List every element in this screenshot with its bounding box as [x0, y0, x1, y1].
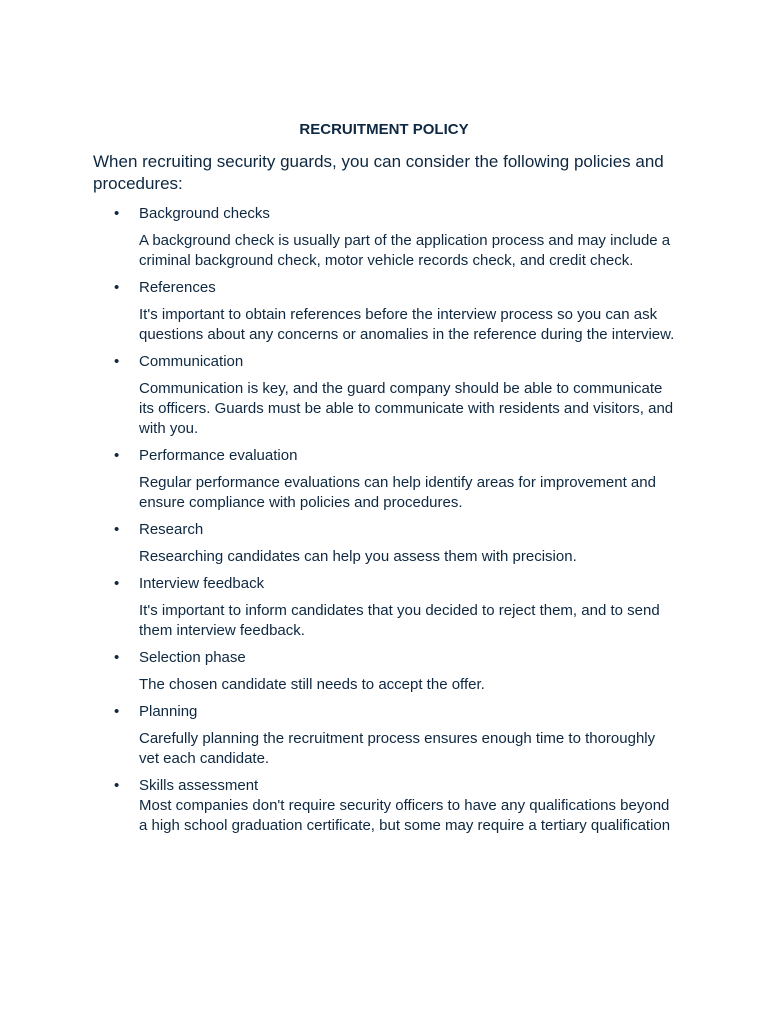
- bullet-icon: •: [114, 205, 120, 222]
- bullet-icon: •: [114, 447, 120, 464]
- list-item: [0, 204, 768, 271]
- list-item-title: Skills assessment: [139, 777, 259, 794]
- bullet-icon: •: [114, 703, 120, 720]
- list-item: [0, 352, 768, 439]
- bullet-icon: •: [114, 777, 120, 794]
- list-item-description: It's important to obtain references before the interview process so you can ask questions about any concerns or anomalies in the reference during the interview.: [139, 306, 675, 343]
- list-item: [0, 574, 768, 641]
- list-item: [0, 702, 768, 769]
- bullet-icon: •: [114, 575, 120, 592]
- list-item-title: Background checks: [139, 205, 270, 222]
- document-title: RECRUITMENT POLICY: [299, 121, 469, 138]
- list-item-description: Carefully planning the recruitment process ensures enough time to thoroughly vet each candidate.: [139, 730, 656, 767]
- bullet-icon: •: [114, 353, 120, 370]
- list-item-title: Selection phase: [139, 649, 246, 666]
- list-item-title: Research: [139, 521, 204, 538]
- list-item-title: References: [139, 279, 216, 296]
- bullet-icon: •: [114, 521, 120, 538]
- list-item-description: The chosen candidate still needs to accept the offer.: [139, 676, 485, 693]
- list-item-description: It's important to inform candidates that you decided to reject them, and to send them interview feedback.: [139, 602, 660, 639]
- bullet-icon: •: [114, 279, 120, 296]
- list-item-title: Performance evaluation: [139, 447, 298, 464]
- intro-paragraph: When recruiting security guards, you can consider the following policies and procedures:: [93, 152, 664, 193]
- list-item-description: Communication is key, and the guard company should be able to communicate its officers. Guards must be able to communicate with residents and visitors, and with you.: [139, 380, 674, 437]
- bullet-icon: •: [114, 649, 120, 666]
- policy-list: [0, 204, 768, 843]
- list-item-description: Most companies don't require security officers to have any qualifications beyond a high school graduation certificate, but some may require a tertiary qualification: [139, 797, 671, 834]
- list-item-description: Regular performance evaluations can help identify areas for improvement and ensure compliance with policies and procedures.: [139, 474, 656, 511]
- list-item-title: Planning: [139, 703, 198, 720]
- list-item: [0, 648, 768, 695]
- list-item-description: Researching candidates can help you assess them with precision.: [139, 548, 577, 565]
- list-item-description: A background check is usually part of the application process and may include a criminal background check, motor vehicle records check, and credit check.: [139, 232, 671, 269]
- list-item-title: Interview feedback: [139, 575, 265, 592]
- list-item: [0, 776, 768, 836]
- list-item: [0, 278, 768, 345]
- list-item-title: Communication: [139, 353, 244, 370]
- list-item: [0, 446, 768, 513]
- list-item: [0, 520, 768, 567]
